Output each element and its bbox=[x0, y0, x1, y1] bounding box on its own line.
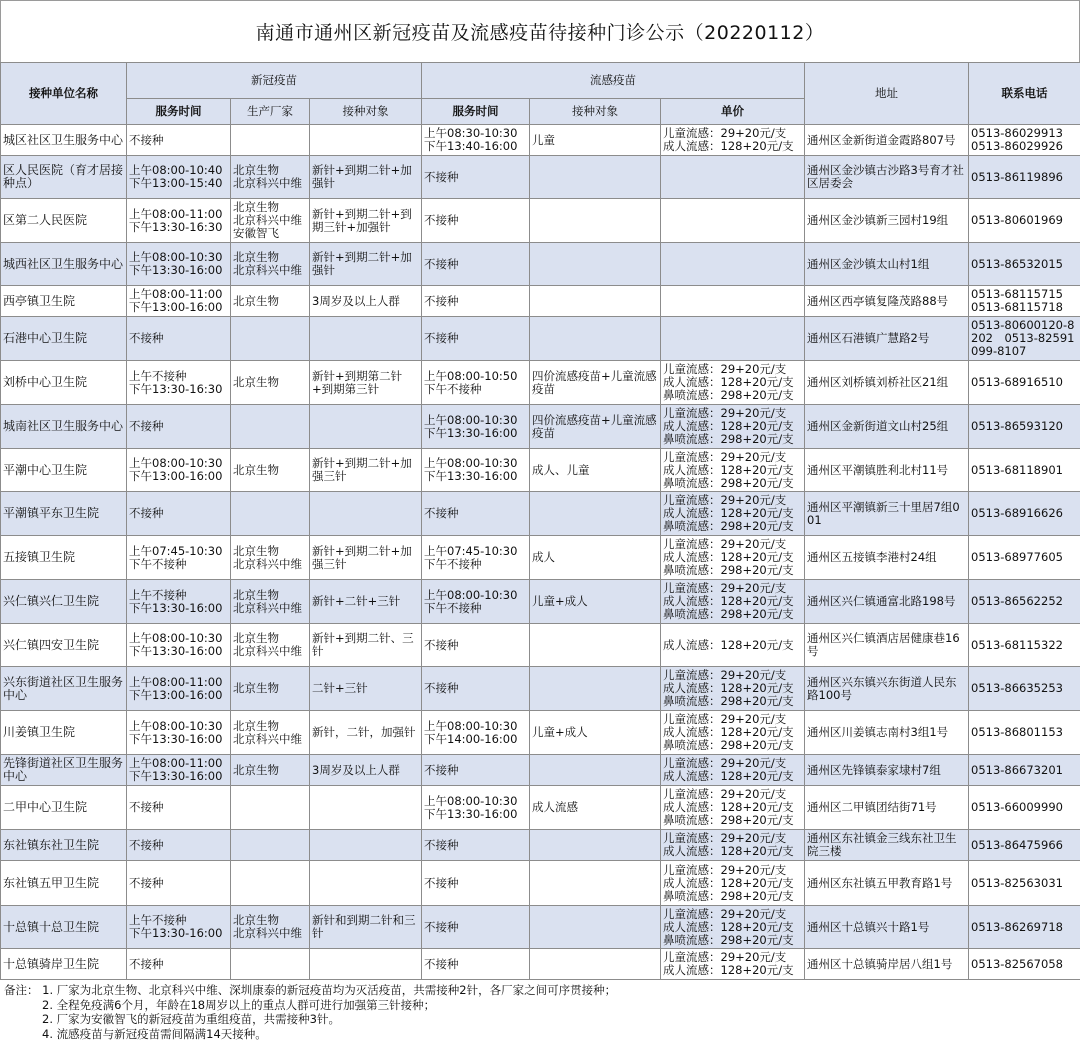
phone-cell: 0513-86532015 bbox=[969, 243, 1080, 286]
covid-service-time-cell: 不接种 bbox=[127, 405, 231, 449]
covid-target-cell: 新针+到期二针、三针 bbox=[310, 624, 422, 667]
flu-price-cell: 儿童流感：29+20元/支 成人流感：128+20元/支 bbox=[661, 830, 805, 861]
note-item: 2. 全程免疫满6个月，年龄在18周岁以上的重点人群可进行加强第三针接种； bbox=[42, 997, 436, 1012]
flu-price-cell: 儿童流感：29+20元/支 成人流感：128+20元/支 鼻喷流感：298+20元/支 bbox=[661, 361, 805, 405]
flu-target-cell bbox=[530, 317, 661, 361]
flu-price-cell: 儿童流感：29+20元/支 成人流感：128+20元/支 鼻喷流感：298+20元/支 bbox=[661, 405, 805, 449]
unit-name-cell: 兴仁镇兴仁卫生院 bbox=[1, 580, 127, 624]
flu-price-cell: 儿童流感：29+20元/支 成人流感：128+20元/支 鼻喷流感：298+20元/支 bbox=[661, 786, 805, 830]
covid-service-time-cell: 上午不接种 下午13:30-16:00 bbox=[127, 580, 231, 624]
covid-service-time-cell: 不接种 bbox=[127, 949, 231, 980]
covid-manufacturer-cell: 北京生物 bbox=[231, 755, 310, 786]
covid-manufacturer-cell: 北京生物 北京科兴中维 bbox=[231, 243, 310, 286]
flu-service-time-cell: 上午08:00-10:30 下午13:30-16:00 bbox=[422, 449, 530, 492]
phone-cell: 0513-86029913 0513-86029926 bbox=[969, 125, 1080, 156]
header-flu-vaccine: 流感疫苗 bbox=[422, 63, 805, 99]
covid-service-time-cell: 上午08:00-10:30 下午13:30-16:00 bbox=[127, 711, 231, 755]
address-cell: 通州区刘桥镇刘桥社区21组 bbox=[805, 361, 969, 405]
unit-name-cell: 区第二人民医院 bbox=[1, 199, 127, 243]
covid-target-cell bbox=[310, 949, 422, 980]
flu-price-cell: 儿童流感：29+20元/支 成人流感：128+20元/支 鼻喷流感：298+20元/支 bbox=[661, 492, 805, 536]
covid-target-cell: 新针+到期二针+加强针 bbox=[310, 243, 422, 286]
covid-target-cell bbox=[310, 492, 422, 536]
flu-service-time-cell: 不接种 bbox=[422, 861, 530, 906]
flu-price-cell: 儿童流感：29+20元/支 成人流感：128+20元/支 鼻喷流感：298+20元/支 bbox=[661, 580, 805, 624]
flu-service-time-cell: 不接种 bbox=[422, 199, 530, 243]
note-item: 2. 厂家为安徽智飞的新冠疫苗为重组疫苗，共需接种3针。 bbox=[42, 1012, 340, 1026]
flu-price-cell bbox=[661, 286, 805, 317]
header-address: 地址 bbox=[805, 63, 969, 125]
covid-service-time-cell: 上午08:00-10:30 下午13:30-16:00 bbox=[127, 624, 231, 667]
flu-price-cell: 成人流感：128+20元/支 bbox=[661, 624, 805, 667]
covid-service-time-cell: 上午08:00-11:00 下午13:00-16:00 bbox=[127, 667, 231, 711]
table-row bbox=[1, 755, 1080, 786]
covid-target-cell bbox=[310, 125, 422, 156]
table-row bbox=[1, 949, 1080, 980]
header-covid-service-time: 服务时间 bbox=[127, 99, 231, 125]
note-line bbox=[4, 1027, 1076, 1042]
phone-cell: 0513-68916510 bbox=[969, 361, 1080, 405]
covid-manufacturer-cell: 北京生物 bbox=[231, 286, 310, 317]
flu-service-time-cell: 上午08:00-10:30 下午不接种 bbox=[422, 580, 530, 624]
unit-name-cell: 十总镇十总卫生院 bbox=[1, 906, 127, 949]
covid-target-cell: 新针，二针，加强针 bbox=[310, 711, 422, 755]
table-row bbox=[1, 243, 1080, 286]
covid-service-time-cell: 上午08:00-10:40 下午13:00-15:40 bbox=[127, 156, 231, 199]
covid-manufacturer-cell: 北京生物 北京科兴中维 bbox=[231, 580, 310, 624]
table-row bbox=[1, 861, 1080, 906]
flu-target-cell: 儿童+成人 bbox=[530, 580, 661, 624]
phone-cell: 0513-86269718 bbox=[969, 906, 1080, 949]
phone-cell: 0513-82567058 bbox=[969, 949, 1080, 980]
covid-manufacturer-cell bbox=[231, 830, 310, 861]
unit-name-cell: 先锋街道社区卫生服务中心 bbox=[1, 755, 127, 786]
flu-target-cell: 成人流感 bbox=[530, 786, 661, 830]
covid-manufacturer-cell bbox=[231, 786, 310, 830]
phone-cell: 0513-86562252 bbox=[969, 580, 1080, 624]
covid-service-time-cell: 不接种 bbox=[127, 317, 231, 361]
phone-cell: 0513-80601969 bbox=[969, 199, 1080, 243]
covid-manufacturer-cell: 北京生物 北京科兴中维 bbox=[231, 624, 310, 667]
unit-name-cell: 东社镇东社卫生院 bbox=[1, 830, 127, 861]
unit-name-cell: 十总镇骑岸卫生院 bbox=[1, 949, 127, 980]
phone-cell: 0513-82563031 bbox=[969, 861, 1080, 906]
covid-manufacturer-cell bbox=[231, 405, 310, 449]
covid-manufacturer-cell bbox=[231, 492, 310, 536]
covid-manufacturer-cell bbox=[231, 317, 310, 361]
covid-manufacturer-cell: 北京生物 北京科兴中维 安徽智飞 bbox=[231, 199, 310, 243]
phone-cell: 0513-68115322 bbox=[969, 624, 1080, 667]
covid-target-cell bbox=[310, 317, 422, 361]
table-row bbox=[1, 361, 1080, 405]
page-title: 南通市通州区新冠疫苗及流感疫苗待接种门诊公示（20220112） bbox=[0, 0, 1080, 62]
flu-target-cell: 四价流感疫苗+儿童流感疫苗 bbox=[530, 405, 661, 449]
notes-label: 备注： bbox=[4, 983, 39, 997]
flu-price-cell: 儿童流感：29+20元/支 成人流感：128+20元/支 鼻喷流感：298+20元/支 bbox=[661, 906, 805, 949]
flu-service-time-cell: 不接种 bbox=[422, 317, 530, 361]
address-cell: 通州区平潮镇新三十里居7组001 bbox=[805, 492, 969, 536]
covid-target-cell: 新针+二针+三针 bbox=[310, 580, 422, 624]
covid-service-time-cell: 不接种 bbox=[127, 786, 231, 830]
header-unit-name: 接种单位名称 bbox=[1, 63, 127, 125]
flu-service-time-cell: 不接种 bbox=[422, 286, 530, 317]
unit-name-cell: 兴仁镇四安卫生院 bbox=[1, 624, 127, 667]
covid-manufacturer-cell: 北京生物 bbox=[231, 361, 310, 405]
unit-name-cell: 川姜镇卫生院 bbox=[1, 711, 127, 755]
flu-price-cell: 儿童流感：29+20元/支 成人流感：128+20元/支 鼻喷流感：298+20元/支 bbox=[661, 449, 805, 492]
unit-name-cell: 平潮镇平东卫生院 bbox=[1, 492, 127, 536]
covid-manufacturer-cell: 北京生物 北京科兴中维 bbox=[231, 906, 310, 949]
covid-target-cell: 新针+到期二针+加强三针 bbox=[310, 536, 422, 580]
covid-target-cell: 新针+到期二针+到期三针+加强针 bbox=[310, 199, 422, 243]
covid-manufacturer-cell: 北京生物 bbox=[231, 667, 310, 711]
address-cell: 通州区川姜镇志南村3组1号 bbox=[805, 711, 969, 755]
phone-cell: 0513-68977605 bbox=[969, 536, 1080, 580]
flu-price-cell bbox=[661, 199, 805, 243]
unit-name-cell: 刘桥中心卫生院 bbox=[1, 361, 127, 405]
address-cell: 通州区兴仁镇通富北路198号 bbox=[805, 580, 969, 624]
table-row bbox=[1, 125, 1080, 156]
header-flu-target: 接种对象 bbox=[530, 99, 661, 125]
flu-target-cell bbox=[530, 243, 661, 286]
flu-price-cell: 儿童流感：29+20元/支 成人流感：128+20元/支 bbox=[661, 755, 805, 786]
table-row bbox=[1, 405, 1080, 449]
flu-target-cell bbox=[530, 755, 661, 786]
address-cell: 通州区东社镇金三线东社卫生院三楼 bbox=[805, 830, 969, 861]
flu-service-time-cell: 不接种 bbox=[422, 667, 530, 711]
note-item: 1. 厂家为北京生物、北京科兴中维、深圳康泰的新冠疫苗均为灭活疫苗，共需接种2针，各厂家之间可序贯接种； bbox=[42, 983, 617, 997]
flu-target-cell bbox=[530, 286, 661, 317]
covid-target-cell: 新针+到期二针+加强三针 bbox=[310, 449, 422, 492]
phone-cell: 0513-68115715 0513-68115718 bbox=[969, 286, 1080, 317]
address-cell: 通州区东社镇五甲教育路1号 bbox=[805, 861, 969, 906]
flu-service-time-cell: 不接种 bbox=[422, 624, 530, 667]
address-cell: 通州区石港镇广慧路2号 bbox=[805, 317, 969, 361]
unit-name-cell: 平潮中心卫生院 bbox=[1, 449, 127, 492]
phone-cell: 0513-68916626 bbox=[969, 492, 1080, 536]
note-line bbox=[4, 1012, 1076, 1027]
covid-manufacturer-cell bbox=[231, 861, 310, 906]
address-cell: 通州区金沙镇太山村1组 bbox=[805, 243, 969, 286]
notes bbox=[0, 980, 1080, 1051]
phone-cell: 0513-86119896 bbox=[969, 156, 1080, 199]
covid-target-cell: 3周岁及以上人群 bbox=[310, 755, 422, 786]
phone-cell: 0513-86475966 bbox=[969, 830, 1080, 861]
address-cell: 通州区金沙镇古沙路3号育才社区居委会 bbox=[805, 156, 969, 199]
table-row bbox=[1, 830, 1080, 861]
flu-price-cell: 儿童流感：29+20元/支 成人流感：128+20元/支 bbox=[661, 125, 805, 156]
flu-service-time-cell: 不接种 bbox=[422, 156, 530, 199]
clinic-table bbox=[0, 62, 1080, 980]
phone-cell: 0513-86801153 bbox=[969, 711, 1080, 755]
phone-cell: 0513-86593120 bbox=[969, 405, 1080, 449]
flu-target-cell: 四价流感疫苗+儿童流感疫苗 bbox=[530, 361, 661, 405]
flu-target-cell bbox=[530, 830, 661, 861]
header-flu-service-time: 服务时间 bbox=[422, 99, 530, 125]
flu-service-time-cell: 不接种 bbox=[422, 492, 530, 536]
covid-service-time-cell: 上午08:00-10:30 下午13:30-16:00 bbox=[127, 243, 231, 286]
flu-service-time-cell: 上午07:45-10:30 下午不接种 bbox=[422, 536, 530, 580]
note-item: 4. 流感疫苗与新冠疫苗需间隔满14天接种。 bbox=[42, 1026, 267, 1041]
phone-cell: 0513-66009990 bbox=[969, 786, 1080, 830]
table-row bbox=[1, 786, 1080, 830]
flu-price-cell bbox=[661, 156, 805, 199]
table-row bbox=[1, 492, 1080, 536]
unit-name-cell: 石港中心卫生院 bbox=[1, 317, 127, 361]
table-row bbox=[1, 906, 1080, 949]
phone-cell: 0513-86673201 bbox=[969, 755, 1080, 786]
address-cell: 通州区兴仁镇酒店居健康巷16号 bbox=[805, 624, 969, 667]
flu-service-time-cell: 上午08:00-10:50 下午不接种 bbox=[422, 361, 530, 405]
covid-target-cell: 3周岁及以上人群 bbox=[310, 286, 422, 317]
covid-target-cell bbox=[310, 405, 422, 449]
address-cell: 通州区平潮镇胜利北村11号 bbox=[805, 449, 969, 492]
covid-service-time-cell: 上午08:00-10:30 下午13:00-16:00 bbox=[127, 449, 231, 492]
covid-service-time-cell: 上午不接种 下午13:30-16:00 bbox=[127, 906, 231, 949]
covid-target-cell: 二针+三针 bbox=[310, 667, 422, 711]
flu-price-cell: 儿童流感：29+20元/支 成人流感：128+20元/支 鼻喷流感：298+20元/支 bbox=[661, 667, 805, 711]
covid-manufacturer-cell: 北京生物 北京科兴中维 bbox=[231, 156, 310, 199]
table-row bbox=[1, 286, 1080, 317]
flu-service-time-cell: 不接种 bbox=[422, 243, 530, 286]
flu-price-cell: 儿童流感：29+20元/支 成人流感：128+20元/支 鼻喷流感：298+20元/支 bbox=[661, 536, 805, 580]
flu-target-cell: 成人、儿童 bbox=[530, 449, 661, 492]
header-covid-target: 接种对象 bbox=[310, 99, 422, 125]
covid-manufacturer-cell bbox=[231, 125, 310, 156]
address-cell: 通州区兴东镇兴东街道人民东路100号 bbox=[805, 667, 969, 711]
covid-service-time-cell: 上午08:00-11:00 下午13:30-16:30 bbox=[127, 199, 231, 243]
flu-service-time-cell: 不接种 bbox=[422, 830, 530, 861]
covid-manufacturer-cell bbox=[231, 949, 310, 980]
flu-price-cell: 儿童流感：29+20元/支 成人流感：128+20元/支 鼻喷流感：298+20元/支 bbox=[661, 861, 805, 906]
table-row bbox=[1, 449, 1080, 492]
covid-service-time-cell: 不接种 bbox=[127, 830, 231, 861]
table-row bbox=[1, 199, 1080, 243]
table-row bbox=[1, 624, 1080, 667]
covid-manufacturer-cell: 北京生物 北京科兴中维 bbox=[231, 711, 310, 755]
note-line bbox=[4, 998, 1076, 1013]
unit-name-cell: 二甲中心卫生院 bbox=[1, 786, 127, 830]
unit-name-cell: 东社镇五甲卫生院 bbox=[1, 861, 127, 906]
header-covid-vaccine: 新冠疫苗 bbox=[127, 63, 422, 99]
flu-price-cell bbox=[661, 243, 805, 286]
unit-name-cell: 兴东街道社区卫生服务中心 bbox=[1, 667, 127, 711]
unit-name-cell: 区人民医院（育才居接种点） bbox=[1, 156, 127, 199]
flu-price-cell: 儿童流感：29+20元/支 成人流感：128+20元/支 bbox=[661, 949, 805, 980]
covid-target-cell: 新针和到期二针和三针 bbox=[310, 906, 422, 949]
flu-target-cell bbox=[530, 624, 661, 667]
flu-target-cell bbox=[530, 667, 661, 711]
unit-name-cell: 城西社区卫生服务中心 bbox=[1, 243, 127, 286]
flu-service-time-cell: 不接种 bbox=[422, 755, 530, 786]
unit-name-cell: 城南社区卫生服务中心 bbox=[1, 405, 127, 449]
address-cell: 通州区西亭镇复隆茂路88号 bbox=[805, 286, 969, 317]
unit-name-cell: 五接镇卫生院 bbox=[1, 536, 127, 580]
flu-target-cell bbox=[530, 156, 661, 199]
header-covid-manufacturer: 生产厂家 bbox=[231, 99, 310, 125]
covid-target-cell: 新针+到期二针+加强针 bbox=[310, 156, 422, 199]
flu-price-cell: 儿童流感：29+20元/支 成人流感：128+20元/支 鼻喷流感：298+20元/支 bbox=[661, 711, 805, 755]
unit-name-cell: 西亭镇卫生院 bbox=[1, 286, 127, 317]
flu-service-time-cell: 上午08:00-10:30 下午13:30-16:00 bbox=[422, 405, 530, 449]
table-row bbox=[1, 317, 1080, 361]
table-row bbox=[1, 711, 1080, 755]
covid-service-time-cell: 上午08:00-11:00 下午13:30-16:00 bbox=[127, 755, 231, 786]
table-row bbox=[1, 580, 1080, 624]
address-cell: 通州区十总镇骑岸居八组1号 bbox=[805, 949, 969, 980]
flu-service-time-cell: 上午08:00-10:30 下午13:30-16:00 bbox=[422, 786, 530, 830]
address-cell: 通州区十总镇兴十路1号 bbox=[805, 906, 969, 949]
address-cell: 通州区金沙镇新三园村19组 bbox=[805, 199, 969, 243]
table-row bbox=[1, 156, 1080, 199]
flu-target-cell bbox=[530, 906, 661, 949]
flu-service-time-cell: 上午08:30-10:30 下午13:40-16:00 bbox=[422, 125, 530, 156]
header-phone: 联系电话 bbox=[969, 63, 1080, 125]
covid-manufacturer-cell: 北京生物 北京科兴中维 bbox=[231, 536, 310, 580]
covid-service-time-cell: 不接种 bbox=[127, 861, 231, 906]
covid-service-time-cell: 上午08:00-11:00 下午13:00-16:00 bbox=[127, 286, 231, 317]
covid-service-time-cell: 不接种 bbox=[127, 125, 231, 156]
unit-name-cell: 城区社区卫生服务中心 bbox=[1, 125, 127, 156]
covid-service-time-cell: 上午07:45-10:30 下午不接种 bbox=[127, 536, 231, 580]
covid-target-cell bbox=[310, 786, 422, 830]
flu-price-cell bbox=[661, 317, 805, 361]
flu-service-time-cell: 上午08:00-10:30 下午14:00-16:00 bbox=[422, 711, 530, 755]
phone-cell: 0513-68118901 bbox=[969, 449, 1080, 492]
phone-cell: 0513-86635253 bbox=[969, 667, 1080, 711]
covid-service-time-cell: 上午不接种 下午13:30-16:30 bbox=[127, 361, 231, 405]
flu-target-cell bbox=[530, 949, 661, 980]
covid-target-cell bbox=[310, 861, 422, 906]
flu-target-cell bbox=[530, 861, 661, 906]
flu-target-cell: 成人 bbox=[530, 536, 661, 580]
covid-manufacturer-cell: 北京生物 bbox=[231, 449, 310, 492]
flu-service-time-cell: 不接种 bbox=[422, 906, 530, 949]
note-line bbox=[4, 983, 1076, 998]
table-row bbox=[1, 667, 1080, 711]
covid-target-cell bbox=[310, 830, 422, 861]
address-cell: 通州区先锋镇泰家埭村7组 bbox=[805, 755, 969, 786]
address-cell: 通州区金新街道文山村25组 bbox=[805, 405, 969, 449]
flu-target-cell: 儿童 bbox=[530, 125, 661, 156]
flu-target-cell bbox=[530, 492, 661, 536]
flu-target-cell: 儿童+成人 bbox=[530, 711, 661, 755]
phone-cell: 0513-80600120-8202 0513-82591099-8107 bbox=[969, 317, 1080, 361]
covid-target-cell: 新针+到期第二针+到期第三针 bbox=[310, 361, 422, 405]
covid-service-time-cell: 不接种 bbox=[127, 492, 231, 536]
address-cell: 通州区二甲镇团结街71号 bbox=[805, 786, 969, 830]
header-flu-price: 单价 bbox=[661, 99, 805, 125]
clinic-table-body bbox=[1, 125, 1080, 980]
address-cell: 通州区五接镇李港村24组 bbox=[805, 536, 969, 580]
flu-service-time-cell: 不接种 bbox=[422, 949, 530, 980]
flu-target-cell bbox=[530, 199, 661, 243]
address-cell: 通州区金新街道金霞路807号 bbox=[805, 125, 969, 156]
table-row bbox=[1, 536, 1080, 580]
